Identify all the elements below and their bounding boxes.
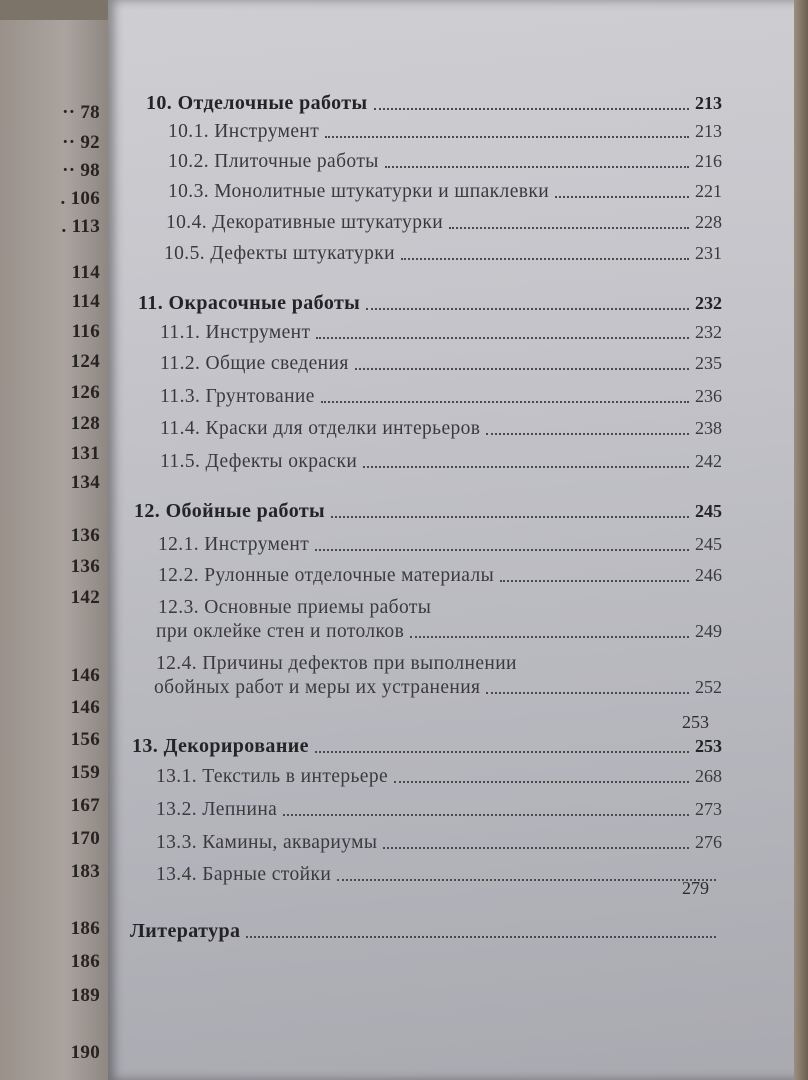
toc-entry-11-2 xyxy=(160,353,722,375)
toc-page-number: 252 xyxy=(695,677,722,697)
left-page-number: . 106 xyxy=(60,188,100,209)
toc-page-number: 213 xyxy=(695,121,722,141)
toc-entry-12-3 xyxy=(156,621,722,643)
left-page-number: 131 xyxy=(70,443,100,464)
dot-leader xyxy=(315,546,689,551)
left-page-number: ·· 92 xyxy=(62,132,100,153)
left-page-number: 114 xyxy=(71,262,100,283)
toc-entry-10-2 xyxy=(168,151,722,173)
toc-page-number: 273 xyxy=(695,799,722,819)
dot-leader xyxy=(283,811,689,816)
toc-page-number: 235 xyxy=(695,353,722,373)
dot-leader xyxy=(374,105,689,110)
toc-title: 13.3. Камины, аквариумы xyxy=(156,832,378,853)
toc-page-number: 246 xyxy=(695,565,722,585)
toc-title: 10.2. Плиточные работы xyxy=(168,151,379,172)
toc-title: 11. Окрасочные работы xyxy=(138,292,361,314)
dot-leader xyxy=(316,334,689,339)
dot-leader xyxy=(331,513,689,518)
stray-page-number: 253 xyxy=(682,712,709,732)
dot-leader xyxy=(555,193,689,198)
dot-leader xyxy=(246,933,716,938)
dot-leader xyxy=(366,305,689,310)
toc-page-number: 232 xyxy=(695,322,722,342)
toc-title: 11.3. Грунтование xyxy=(160,386,315,407)
dot-leader xyxy=(325,133,689,138)
toc-title: 10.4. Декоративные штукатурки xyxy=(166,212,444,233)
toc-page-number: 232 xyxy=(695,293,722,313)
toc-page-number: 228 xyxy=(695,212,722,232)
toc-page-number: 253 xyxy=(695,736,722,756)
toc-entry-13-1 xyxy=(156,766,722,788)
toc-page-number: 231 xyxy=(695,243,722,263)
toc-page-number: 236 xyxy=(695,386,722,406)
toc-entry-10-4 xyxy=(166,212,722,234)
toc-entry-chapter-10 xyxy=(146,92,722,115)
toc-title: 13.4. Барные стойки xyxy=(156,864,332,885)
toc-title: 11.4. Краски для отделки интерьеров xyxy=(160,418,481,439)
dot-leader xyxy=(500,577,689,582)
toc-entry-11-5 xyxy=(160,451,722,473)
toc-entry-11-1 xyxy=(160,322,722,344)
left-page xyxy=(0,20,108,1080)
toc-entry-10-5 xyxy=(164,243,722,265)
left-page-number: ·· 78 xyxy=(62,102,100,123)
left-page-number: ·· 98 xyxy=(62,160,100,181)
toc-page-number: 213 xyxy=(695,93,722,113)
toc-entry-12-4 xyxy=(154,677,722,699)
toc-entry-12-2 xyxy=(158,565,722,587)
left-page-number: 190 xyxy=(70,1042,100,1063)
toc-title: 13.1. Текстиль в интерьере xyxy=(156,766,389,787)
left-page-number: 128 xyxy=(70,413,100,434)
left-page-number: 146 xyxy=(70,697,100,718)
toc-title: 11.1. Инструмент xyxy=(160,322,311,343)
toc-title: 12.2. Рулонные отделочные материалы xyxy=(158,565,495,586)
left-page-number: 186 xyxy=(70,951,100,972)
left-page-number: 116 xyxy=(71,321,100,342)
toc-title-line1: 12.3. Основные приемы работы xyxy=(158,597,432,618)
left-page-number: 136 xyxy=(70,525,100,546)
toc-title: 11.2. Общие сведения xyxy=(160,353,349,374)
toc-page-number: 242 xyxy=(695,451,722,471)
toc-entry-chapter-12 xyxy=(134,500,722,523)
toc-page-number: 238 xyxy=(695,418,722,438)
page-edge xyxy=(794,0,808,1080)
toc-page-number: 268 xyxy=(695,766,722,786)
toc-page-number: 276 xyxy=(695,832,722,852)
dot-leader xyxy=(449,224,689,229)
toc-entry-literature xyxy=(130,920,722,943)
left-page-number: 159 xyxy=(70,762,100,783)
toc-title: 10. Отделочные работы xyxy=(146,92,368,114)
toc-entry-chapter-13 xyxy=(132,735,722,758)
toc-entry-13-4 xyxy=(156,864,722,886)
toc-entry-chapter-11 xyxy=(138,292,722,315)
left-page-number: 167 xyxy=(70,795,100,816)
dot-leader xyxy=(355,365,689,370)
toc-title: 10.1. Инструмент xyxy=(168,121,320,142)
toc-title: 13.2. Лепнина xyxy=(156,799,278,820)
toc-title: Литература xyxy=(130,920,241,942)
toc-entry-13-3 xyxy=(156,832,722,854)
toc-page-number: 245 xyxy=(695,534,722,554)
toc-title: 10.3. Монолитные штукатурки и шпаклевки xyxy=(168,181,550,202)
stray-page-number: 279 xyxy=(682,878,709,898)
dot-leader xyxy=(315,748,689,753)
toc-page-number: 216 xyxy=(695,151,722,171)
left-page-number: 189 xyxy=(70,985,100,1006)
dot-leader xyxy=(486,689,689,694)
toc-title: 13. Декорирование xyxy=(132,735,309,757)
toc-page-number: 249 xyxy=(695,621,722,641)
left-page-number: 134 xyxy=(70,472,100,493)
toc-entry-11-4 xyxy=(160,418,722,440)
left-page-number: 124 xyxy=(70,351,100,372)
dot-leader xyxy=(363,463,689,468)
left-page-number: 156 xyxy=(70,729,100,750)
toc-entry-10-1 xyxy=(168,121,722,143)
right-page xyxy=(108,0,808,1080)
dot-leader xyxy=(383,844,689,849)
left-page-number: 142 xyxy=(70,587,100,608)
toc-title-line2: при оклейке стен и потолков xyxy=(156,621,405,642)
left-page-number: 183 xyxy=(70,861,100,882)
left-page-number: 146 xyxy=(70,665,100,686)
dot-leader xyxy=(385,163,689,168)
toc-title-line1: 12.4. Причины дефектов при выполнении xyxy=(156,653,517,674)
left-page-number: 136 xyxy=(70,556,100,577)
toc-title: 11.5. Дефекты окраски xyxy=(160,451,358,472)
toc-page-number: 221 xyxy=(695,181,722,201)
toc-entry-10-3 xyxy=(168,181,722,203)
left-page-number: 170 xyxy=(70,828,100,849)
toc-title: 12. Обойные работы xyxy=(134,500,326,522)
left-page-number: 186 xyxy=(70,918,100,939)
toc-entry-13-2 xyxy=(156,799,722,821)
dot-leader xyxy=(321,398,689,403)
toc-title-line2: обойных работ и меры их устранения xyxy=(154,677,481,698)
left-page-number: 114 xyxy=(71,291,100,312)
dot-leader xyxy=(337,876,716,881)
toc-entry-12-1 xyxy=(158,534,722,556)
left-page-number: 126 xyxy=(70,382,100,403)
dot-leader xyxy=(486,430,689,435)
dot-leader xyxy=(394,778,689,783)
toc-title: 12.1. Инструмент xyxy=(158,534,310,555)
dot-leader xyxy=(410,633,689,638)
toc-title: 10.5. Дефекты штукатурки xyxy=(164,243,395,264)
dot-leader xyxy=(401,255,689,260)
left-page-number: . 113 xyxy=(61,216,100,237)
toc-entry-11-3 xyxy=(160,386,722,408)
toc-page-number: 245 xyxy=(695,501,722,521)
